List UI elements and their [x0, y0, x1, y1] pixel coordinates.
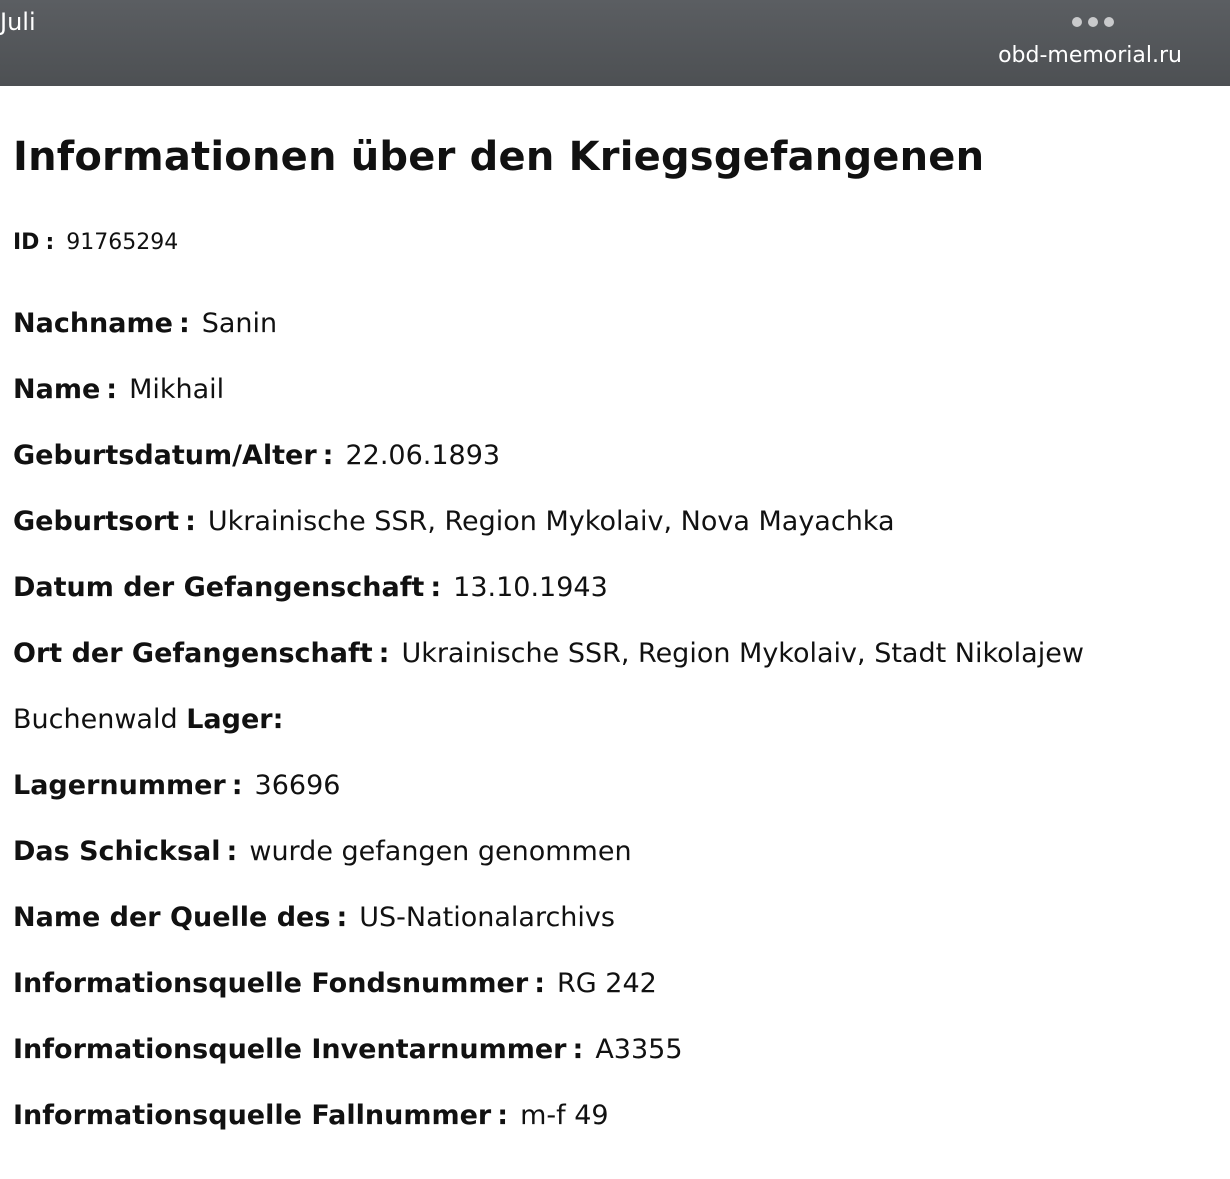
url-display[interactable]: obd-memorial.ru	[998, 43, 1182, 68]
separator: :	[231, 770, 243, 801]
separator: :	[45, 230, 55, 255]
back-label[interactable]: Juli	[0, 8, 36, 36]
page-title: Informationen über den Kriegsgefangenen	[13, 134, 985, 180]
field-row-camp	[13, 700, 1213, 766]
field-row-source-name	[13, 898, 1213, 964]
field-row-fond-number	[13, 964, 1213, 1030]
field-value: A3355	[595, 1034, 683, 1065]
separator: :	[185, 506, 196, 537]
id-value: 91765294	[66, 230, 179, 255]
separator: :	[322, 440, 334, 471]
field-row-capture-date	[13, 568, 1213, 634]
field-label: Datum der Gefangenschaft	[13, 572, 425, 603]
field-value: m-f 49	[520, 1100, 609, 1131]
browser-toolbar	[0, 0, 1230, 86]
field-value: Ukrainische SSR, Region Mykolaiv, Stadt Nikolajew	[401, 638, 1084, 669]
field-value: wurde gefangen genommen	[249, 836, 632, 867]
more-dots-icon[interactable]	[1072, 17, 1114, 27]
field-label: Ort der Gefangenschaft	[13, 638, 373, 669]
field-label: Das Schicksal	[13, 836, 221, 867]
separator: :	[106, 374, 118, 405]
field-row-capture-place	[13, 634, 1213, 700]
field-label: Geburtsort	[13, 506, 180, 537]
camp-value: Buchenwald	[13, 704, 178, 735]
field-value: US-Nationalarchivs	[359, 902, 615, 933]
field-row-nachname	[13, 304, 1213, 370]
field-value: RG 242	[557, 968, 657, 999]
field-label: Informationsquelle Fondsnummer	[13, 968, 529, 999]
field-value: Ukrainische SSR, Region Mykolaiv, Nova Mayachka	[207, 506, 895, 537]
field-row-inventory-number	[13, 1030, 1213, 1096]
field-row-birthplace	[13, 502, 1213, 568]
field-list	[13, 304, 1213, 1162]
field-label: Nachname	[13, 308, 173, 339]
field-value: 22.06.1893	[345, 440, 501, 471]
field-value: 36696	[254, 770, 341, 801]
separator: :	[336, 902, 348, 933]
dot	[1072, 17, 1082, 27]
field-row-name	[13, 370, 1213, 436]
camp-label: Lager:	[186, 704, 284, 735]
dot	[1104, 17, 1114, 27]
id-label: ID	[13, 230, 40, 255]
separator: :	[226, 836, 238, 867]
main-content	[13, 128, 1213, 1162]
field-label: Name der Quelle des	[13, 902, 331, 933]
field-value: Sanin	[201, 308, 278, 339]
field-label: Lagernummer	[13, 770, 226, 801]
field-label: Informationsquelle Inventarnummer	[13, 1034, 567, 1065]
separator: :	[534, 968, 545, 999]
field-label: Name	[13, 374, 101, 405]
separator: :	[378, 638, 390, 669]
field-row-case-number	[13, 1096, 1213, 1162]
field-value: 13.10.1943	[453, 572, 608, 603]
field-row-birthdate	[13, 436, 1213, 502]
field-label: Geburtsdatum/Alter	[13, 440, 317, 471]
id-row	[13, 223, 1213, 263]
separator: :	[497, 1100, 509, 1131]
field-value: Mikhail	[129, 374, 225, 405]
dot	[1088, 17, 1098, 27]
field-row-fate	[13, 832, 1213, 898]
separator: :	[178, 308, 190, 339]
separator: :	[572, 1034, 584, 1065]
field-row-camp-number	[13, 766, 1213, 832]
separator: :	[430, 572, 442, 603]
field-label: Informationsquelle Fallnummer	[13, 1100, 492, 1131]
